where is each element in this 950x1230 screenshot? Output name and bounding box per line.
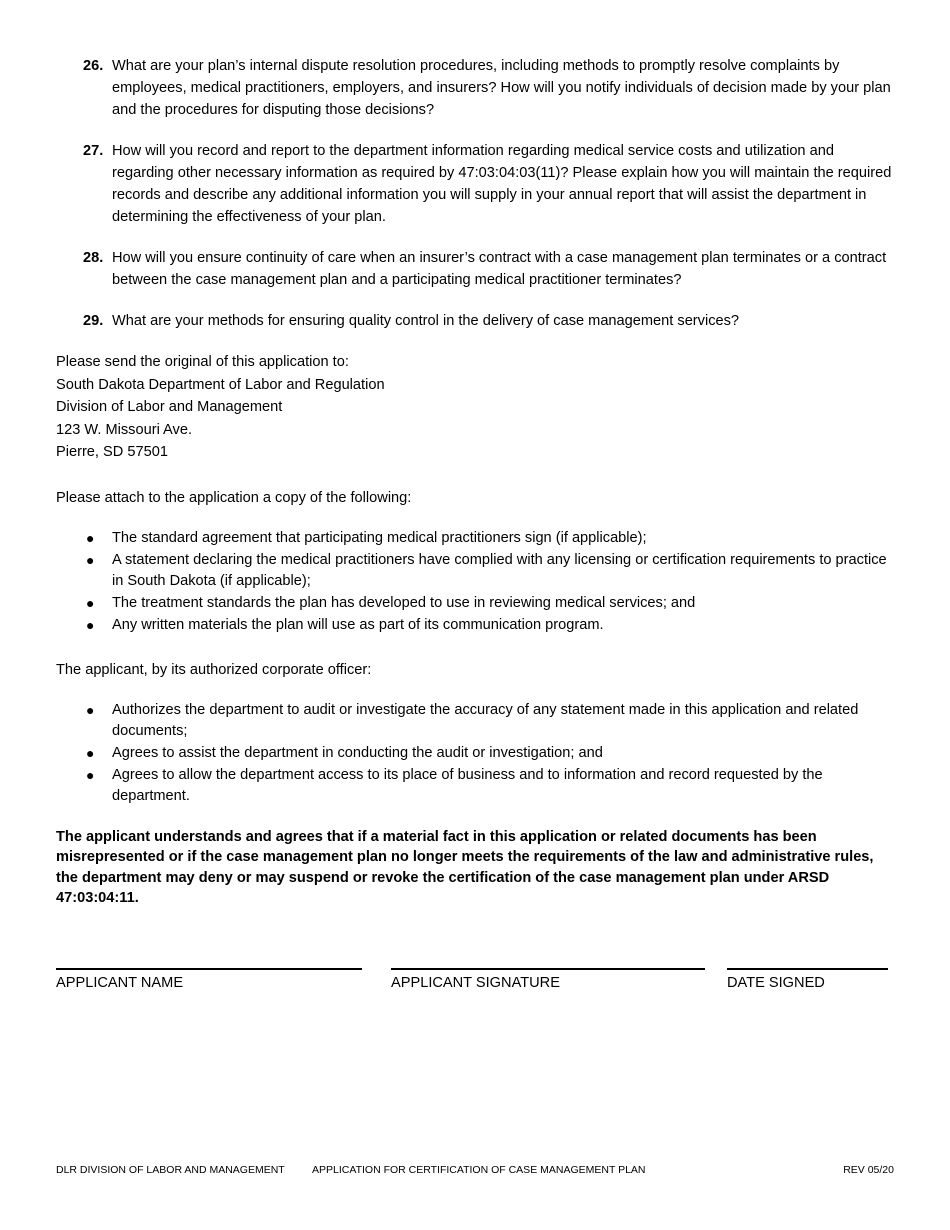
- question-29: [56, 310, 896, 332]
- list-item: [56, 593, 896, 614]
- address-line: Division of Labor and Management: [56, 399, 283, 415]
- attach-list: [56, 528, 896, 636]
- list-item: [56, 528, 896, 549]
- question-26: [56, 55, 896, 121]
- document-body: [56, 55, 896, 909]
- question-text: What are your methods for ensuring quality control in the delivery of case management services?: [112, 313, 740, 329]
- question-27: [56, 140, 896, 228]
- list-item: [56, 765, 896, 807]
- applicant-signature-field[interactable]: [391, 960, 705, 994]
- bullet-icon: ●: [86, 616, 95, 633]
- list-item-text: Agrees to assist the department in conducting the audit or investigation; and: [112, 744, 603, 761]
- signature-line: [56, 960, 362, 970]
- bullet-icon: ●: [86, 766, 95, 783]
- question-number: 29.: [83, 313, 104, 329]
- address-intro: Please send the original of this application to:: [56, 354, 349, 370]
- officer-list: [56, 700, 896, 807]
- list-item-text: Authorizes the department to audit or investigate the accuracy of any statement made in this application and related documents;: [112, 701, 859, 739]
- bullet-icon: ●: [86, 744, 95, 761]
- footer-document-title: APPLICATION FOR CERTIFICATION OF CASE MANAGEMENT PLAN: [312, 1164, 646, 1176]
- bullet-icon: ●: [86, 551, 95, 568]
- applicant-name-label: APPLICANT NAME: [56, 975, 184, 991]
- bullet-icon: ●: [86, 529, 95, 546]
- question-text: How will you ensure continuity of care when an insurer’s contract with a case management plan terminates or a contract between the case management plan and a participating medical practitioner terminates?: [112, 250, 887, 288]
- date-signed-label: DATE SIGNED: [727, 975, 825, 991]
- footer-revision: REV 05/20: [843, 1164, 894, 1176]
- bullet-icon: ●: [86, 701, 95, 718]
- question-text: How will you record and report to the department information regarding medical service costs and utilization and regarding other necessary information as required by 47:03:04:03(11)? Please explain how you will maintain the required records and describe any additional information you will supply in your annual report that will assist the department in determining the effectiveness of your plan.: [112, 143, 892, 225]
- list-item-text: The standard agreement that participating medical practitioners sign (if applicable);: [112, 529, 647, 546]
- question-28: [56, 247, 896, 291]
- date-signed-field[interactable]: [727, 960, 888, 994]
- list-item: [56, 700, 896, 742]
- attach-intro: Please attach to the application a copy of the following:: [56, 489, 412, 506]
- question-number: 27.: [83, 143, 104, 159]
- list-item: [56, 615, 896, 636]
- list-item: [56, 550, 896, 592]
- list-item-text: The treatment standards the plan has developed to use in reviewing medical services; and: [112, 594, 696, 611]
- address-line: Pierre, SD 57501: [56, 444, 168, 460]
- footer-division: DLR DIVISION OF LABOR AND MANAGEMENT: [56, 1164, 285, 1176]
- applicant-name-field[interactable]: [56, 960, 362, 994]
- list-item-text: Any written materials the plan will use as part of its communication program.: [112, 616, 604, 633]
- bullet-icon: ●: [86, 594, 95, 611]
- page-footer: [56, 1159, 894, 1176]
- question-text: What are your plan’s internal dispute resolution procedures, including methods to promptly resolve complaints by employees, medical practitioners, employers, and insurers? How will you notify individuals of decision made by your plan and the procedures for disputing those decisions?: [112, 58, 891, 118]
- list-item-text: Agrees to allow the department access to its place of business and to information and record requested by the department.: [112, 766, 823, 804]
- officer-intro: The applicant, by its authorized corporate officer:: [56, 661, 372, 678]
- applicant-signature-label: APPLICANT SIGNATURE: [391, 975, 560, 991]
- mailing-address: [56, 351, 896, 464]
- address-line: South Dakota Department of Labor and Regulation: [56, 376, 385, 393]
- acknowledgement-statement: The applicant understands and agrees that if a material fact in this application or related documents has been misrepresented or if the case management plan no longer meets the requirements of the law and administrative rules, the department may deny or may suspend or revoke the certification of the case management plan under ARSD 47:03:04:11.: [56, 828, 874, 906]
- signature-line: [727, 960, 888, 970]
- question-number: 28.: [83, 250, 104, 266]
- signature-line: [391, 960, 705, 970]
- signature-block: [56, 960, 896, 1000]
- list-item: [56, 743, 896, 764]
- list-item-text: A statement declaring the medical practitioners have complied with any licensing or certification requirements to practice in South Dakota (if applicable);: [112, 551, 887, 589]
- address-line: 123 W. Missouri Ave.: [56, 421, 192, 438]
- question-number: 26.: [83, 58, 104, 74]
